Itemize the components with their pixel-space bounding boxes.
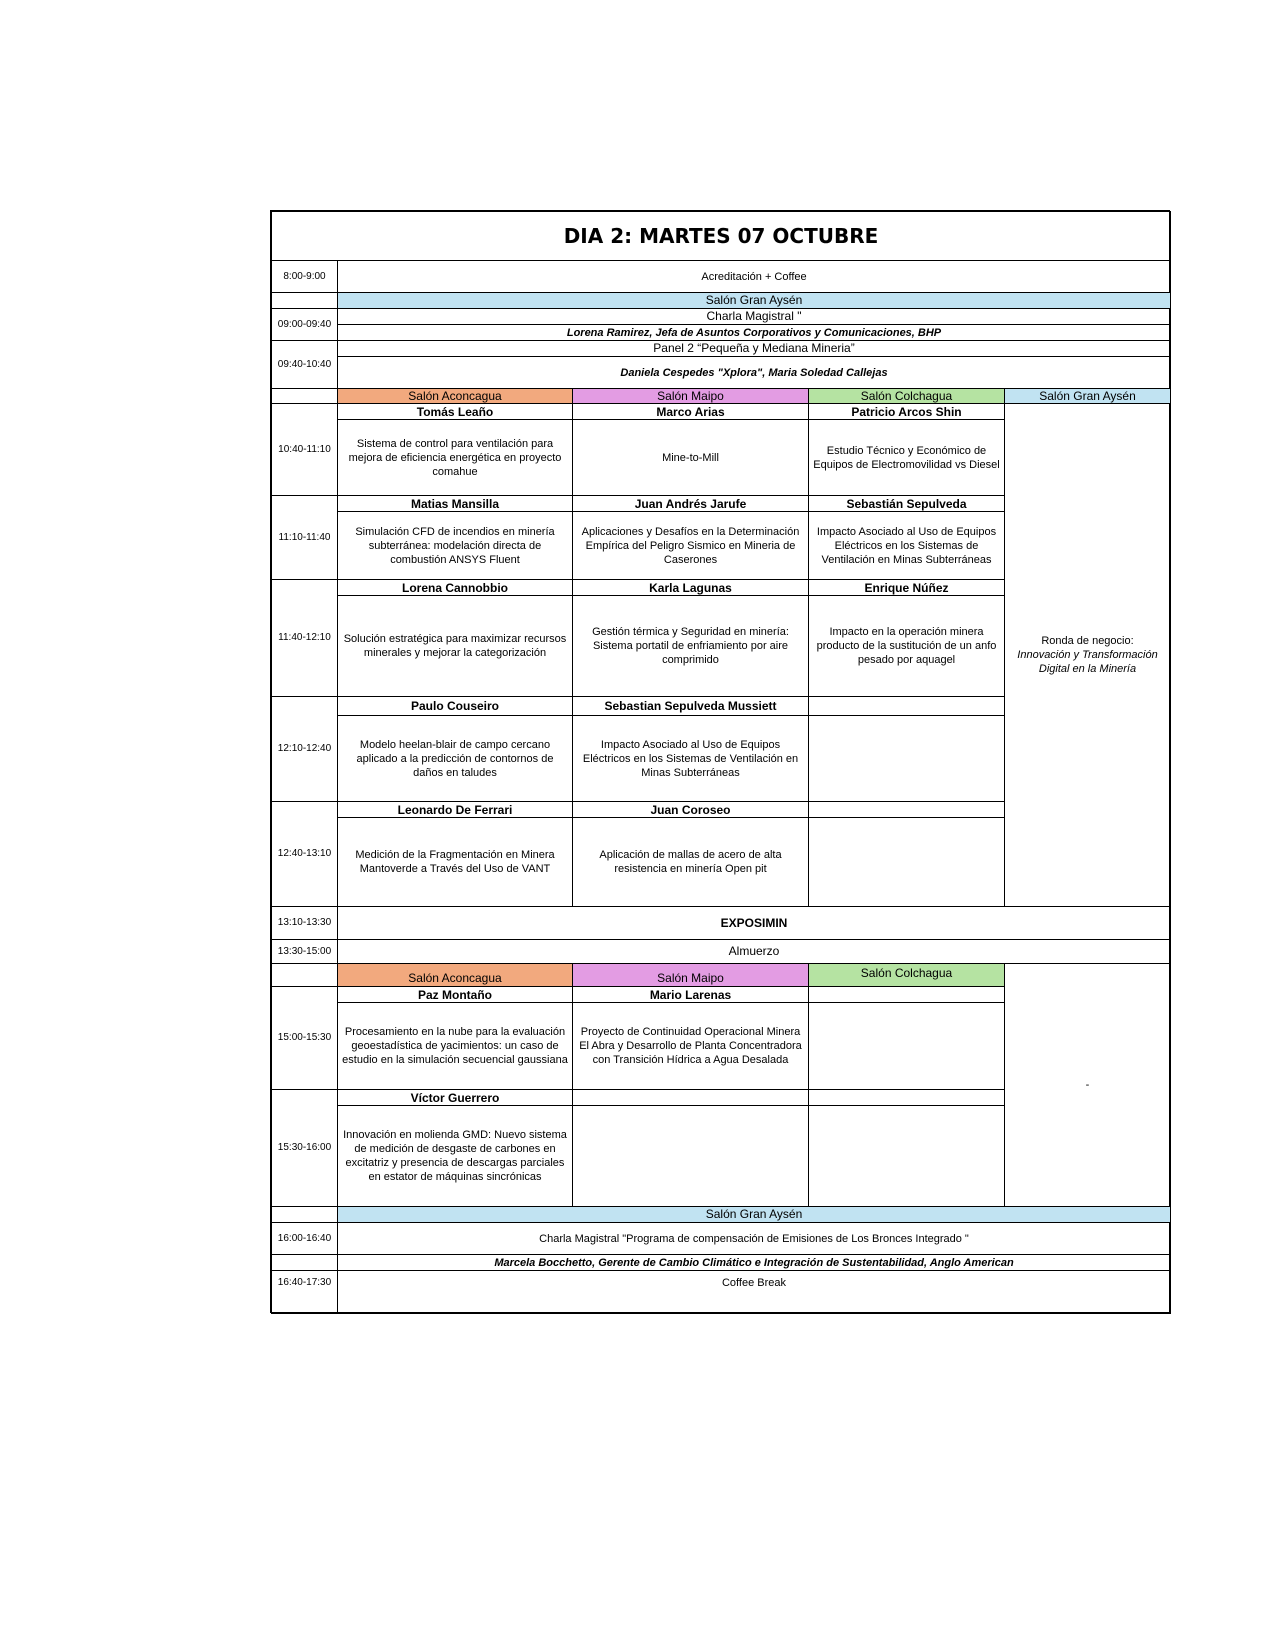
time-cell: 16:40-17:30 [271, 1270, 338, 1314]
speaker-name: Juan Andrés Jarufe [572, 495, 809, 512]
schedule-table [270, 210, 1170, 1313]
speaker-name: Tomás Leaño [337, 403, 573, 420]
empty-cell [271, 1254, 338, 1271]
speaker-name: Sebastián Sepulveda [808, 495, 1005, 512]
empty-cell [572, 1089, 809, 1106]
empty-cell [808, 715, 1005, 802]
time-cell: 16:00-16:40 [271, 1222, 338, 1255]
empty-cell [271, 1206, 338, 1223]
speaker-name: Leonardo De Ferrari [337, 801, 573, 818]
time-cell: 12:40-13:10 [271, 801, 338, 907]
room-header-colchagua: Salón Colchagua [808, 963, 1005, 987]
coffee-break-cell: Coffee Break [337, 1270, 1171, 1314]
speaker-name: Sebastian Sepulveda Mussiett [572, 696, 809, 716]
empty-cell [271, 963, 338, 987]
talk-title: Modelo heelan-blair de campo cercano aplicado a la predicción de contornos de daños en taludes [337, 715, 573, 802]
time-cell: 15:00-15:30 [271, 986, 338, 1090]
empty-cell [808, 1002, 1005, 1090]
empty-cell [808, 801, 1005, 818]
empty-cell [271, 292, 338, 309]
speaker-name: Enrique Núñez [808, 579, 1005, 596]
talk-title: Solución estratégica para maximizar recursos minerales y mejorar la categorización [337, 595, 573, 697]
speaker-name: Víctor Guerrero [337, 1089, 573, 1106]
empty-cell [572, 1105, 809, 1207]
lunch-cell: Almuerzo [337, 939, 1171, 964]
speaker-name: Paulo Couseiro [337, 696, 573, 716]
speaker-name: Paz Montaño [337, 986, 573, 1003]
empty-cell [808, 696, 1005, 716]
time-cell: 10:40-11:10 [271, 403, 338, 496]
time-cell: 11:10-11:40 [271, 495, 338, 580]
room-header-maipo: Salón Maipo [572, 963, 809, 987]
time-cell: 12:10-12:40 [271, 696, 338, 802]
speaker-name: Juan Coroseo [572, 801, 809, 818]
talk-title: Sistema de control para ventilación para mejora de eficiencia energética en proyecto comahue [337, 419, 573, 496]
talk-title: Procesamiento en la nube para la evaluación geoestadística de yacimientos: un caso de estudio en la simulación secuencial gaussiana [337, 1002, 573, 1090]
room-header-maipo: Salón Maipo [572, 388, 809, 404]
room-header-colchagua: Salón Colchagua [808, 388, 1005, 404]
room-header-aconcagua: Salón Aconcagua [337, 388, 573, 404]
room-header-aconcagua: Salón Aconcagua [337, 963, 573, 987]
panel-title: Panel 2 “Pequeña y Mediana Mineria” [337, 340, 1171, 357]
talk-title: Aplicaciones y Desafíos en la Determinación Empírica del Peligro Sismico en Mineria de Caserones [572, 511, 809, 580]
talk-title: Estudio Técnico y Económico de Equipos de Electromovilidad vs Diesel [808, 419, 1005, 496]
talk-title: Impacto Asociado al Uso de Equipos Eléctricos en los Sistemas de Ventilación en Minas Subterráneas [572, 715, 809, 802]
talk-title: Innovación en molienda GMD: Nuevo sistema de medición de desgaste de carbones en excitatriz y presencia de descargas parciales en estator de máquinas sincrónicas [337, 1105, 573, 1207]
empty-cell [808, 986, 1005, 1003]
speaker-name: Lorena Cannobbio [337, 579, 573, 596]
talk-title: Impacto Asociado al Uso de Equipos Eléctricos en los Sistemas de Ventilación en Minas Subterráneas [808, 511, 1005, 580]
speaker-name: Karla Lagunas [572, 579, 809, 596]
keynote-title: Charla Magistral " [337, 308, 1171, 325]
business-round-cell [1004, 403, 1171, 907]
time-cell: 15:30-16:00 [271, 1089, 338, 1207]
time-cell: 13:30-15:00 [271, 939, 338, 964]
speaker-name: Marco Arias [572, 403, 809, 420]
page-title: DIA 2: MARTES 07 OCTUBRE [271, 211, 1171, 261]
talk-title: Mine-to-Mill [572, 419, 809, 496]
empty-cell [808, 1089, 1005, 1106]
talk-title: Proyecto de Continuidad Operacional Minera El Abra y Desarrollo de Planta Concentradora con Transición Hídrica a Agua Desalada [572, 1002, 809, 1090]
room-header-gran-aysen: Salón Gran Aysén [337, 292, 1171, 309]
speaker-name: Patricio Arcos Shin [808, 403, 1005, 420]
time-cell: 8:00-9:00 [271, 260, 338, 293]
exposimin-cell: EXPOSIMIN [337, 906, 1171, 940]
business-round-subtitle: Innovación y Transformación Digital en la Minería [1017, 649, 1158, 675]
talk-title: Impacto en la operación minera producto de la sustitución de un anfo pesado por aquagel [808, 595, 1005, 697]
business-round-title: Ronda de negocio: [1041, 635, 1134, 647]
time-cell: 09:40-10:40 [271, 340, 338, 389]
room-header-gran-aysen: Salón Gran Aysén [1004, 388, 1171, 404]
time-cell: 09:00-09:40 [271, 308, 338, 341]
talk-title: Aplicación de mallas de acero de alta resistencia en minería Open pit [572, 817, 809, 907]
time-cell: 11:40-12:10 [271, 579, 338, 697]
speaker-name: Matias Mansilla [337, 495, 573, 512]
talk-title: Simulación CFD de incendios en minería subterránea: modelación directa de combustión ANSYS Fluent [337, 511, 573, 580]
panel-speakers: Daniela Cespedes "Xplora", Maria Soledad Callejas [337, 356, 1171, 389]
keynote-title: Charla Magistral "Programa de compensación de Emisiones de Los Bronces Integrado " [337, 1222, 1171, 1255]
registration-cell: Acreditación + Coffee [337, 260, 1171, 293]
empty-cell [808, 1105, 1005, 1207]
unassigned-cell: - [1004, 963, 1171, 1207]
keynote-speaker: Lorena Ramirez, Jefa de Asuntos Corporativos y Comunicaciones, BHP [337, 324, 1171, 341]
empty-cell [271, 388, 338, 404]
keynote-speaker: Marcela Bocchetto, Gerente de Cambio Climático e Integración de Sustentabilidad, Anglo American [337, 1254, 1171, 1271]
speaker-name: Mario Larenas [572, 986, 809, 1003]
time-cell: 13:10-13:30 [271, 906, 338, 940]
empty-cell [808, 817, 1005, 907]
talk-title: Medición de la Fragmentación en Minera Mantoverde a Través del Uso de VANT [337, 817, 573, 907]
room-header-gran-aysen: Salón Gran Aysén [337, 1206, 1171, 1223]
talk-title: Gestión térmica y Seguridad en minería: Sistema portatil de enfriamiento por aire comprimido [572, 595, 809, 697]
